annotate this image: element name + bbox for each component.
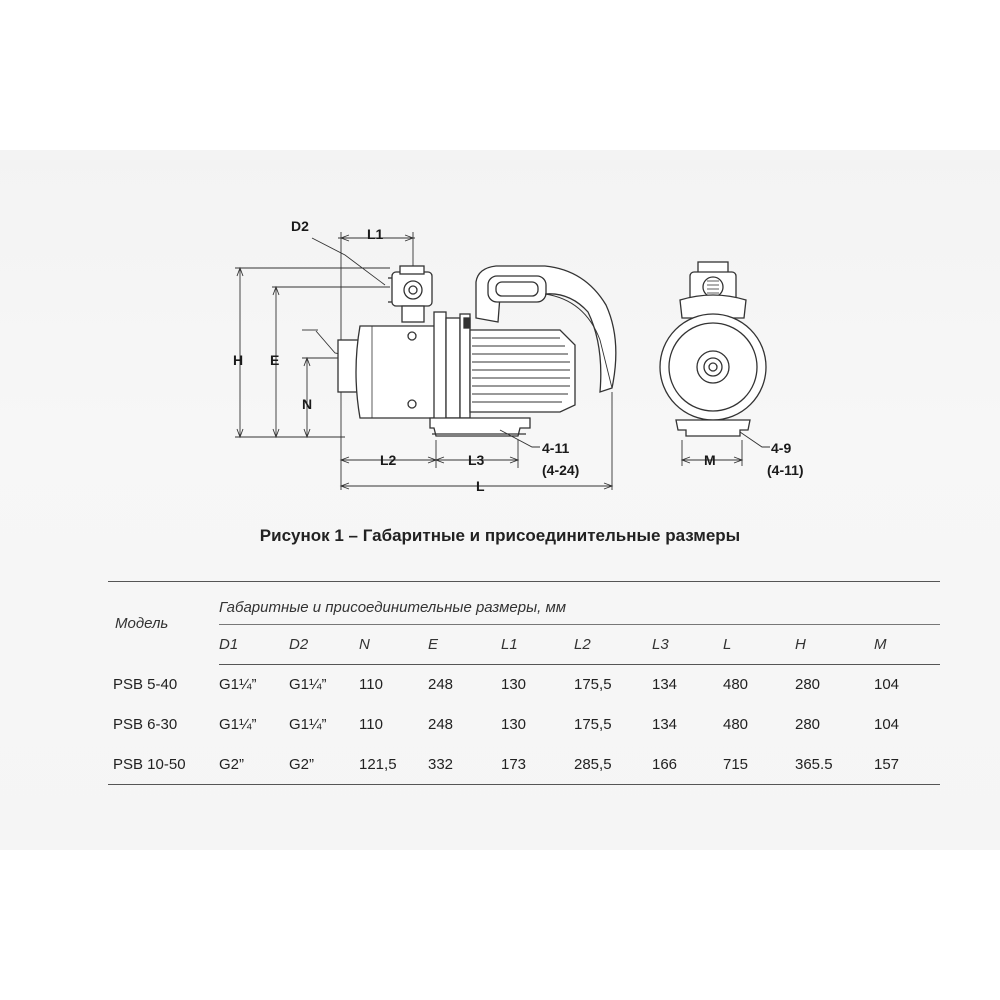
label-d2: D2 — [291, 218, 309, 234]
table-row — [108, 705, 940, 745]
column-header: L1 — [501, 625, 574, 665]
dimensions-table — [108, 581, 940, 785]
table-cell: 130 — [501, 716, 527, 733]
table-cell: 285,5 — [574, 745, 652, 785]
table-row — [108, 665, 940, 705]
table-cell: 104 — [874, 676, 900, 694]
label-base-holes-side-alt: (4-24) — [542, 462, 580, 478]
table-cell: G2” — [289, 745, 359, 785]
table-cell: 134 — [652, 716, 678, 733]
table-cell: 173 — [501, 745, 574, 785]
table-header-row-1 — [108, 582, 940, 625]
label-base-holes-side: 4-11 — [542, 440, 570, 456]
table-cell: 715 — [723, 745, 795, 785]
label-base-holes-front: 4-9 — [771, 440, 792, 456]
column-header: L — [723, 625, 795, 665]
label-l1: L1 — [367, 226, 384, 242]
table-cell: 480 — [723, 716, 749, 733]
table-cell: G2” — [219, 745, 289, 785]
pump-front-view — [660, 262, 770, 466]
column-header: D1 — [219, 625, 289, 665]
table-cell: G1¼” — [289, 676, 327, 694]
table-cell: 175,5 — [574, 716, 612, 733]
table-cell: 175,5 — [574, 676, 612, 694]
label-l3: L3 — [468, 452, 485, 468]
table-cell: 332 — [428, 745, 501, 785]
column-header: E — [428, 625, 501, 665]
model-header: Модель — [108, 582, 219, 665]
model-cell: PSB 6-30 — [113, 716, 178, 733]
table-cell: G1¼” — [219, 676, 257, 694]
column-header: M — [874, 625, 940, 665]
column-header: N — [359, 625, 428, 665]
label-base-holes-front-alt: (4-11) — [767, 462, 804, 478]
column-header: L3 — [652, 625, 723, 665]
model-cell: PSB 10-50 — [108, 745, 219, 785]
figure-caption: Рисунок 1 – Габаритные и присоединительные размеры — [259, 526, 741, 545]
column-header: H — [795, 625, 874, 665]
table-row — [108, 745, 940, 785]
table-cell: 157 — [874, 745, 940, 785]
table-cell: G1¼” — [219, 716, 257, 733]
table-cell: 130 — [501, 676, 527, 694]
column-header: D2 — [289, 625, 359, 665]
table-cell: 134 — [652, 676, 678, 694]
group-header: Габаритные и присоединительные размеры, мм — [219, 582, 940, 625]
table-cell: 104 — [874, 716, 900, 733]
label-e: E — [270, 352, 280, 368]
table-cell: 110 — [359, 676, 383, 694]
table-cell: G1¼” — [289, 716, 327, 733]
table-cell: 280 — [795, 676, 821, 694]
table-cell: 166 — [652, 745, 723, 785]
label-m: M — [704, 452, 716, 468]
label-l: L — [476, 478, 485, 494]
table-cell: 480 — [723, 676, 749, 694]
label-n: N — [302, 396, 313, 412]
table-cell: 365.5 — [795, 745, 874, 785]
table-cell: 248 — [428, 716, 454, 733]
table-header-row-2 — [108, 625, 940, 665]
model-cell: PSB 5-40 — [113, 676, 178, 693]
table-cell: 280 — [795, 716, 821, 733]
table-cell: 110 — [359, 716, 383, 733]
table-cell: 248 — [428, 676, 454, 694]
label-l2: L2 — [380, 452, 397, 468]
label-h: H — [233, 352, 244, 368]
table-cell: 121,5 — [359, 745, 428, 785]
column-header: L2 — [574, 625, 652, 665]
